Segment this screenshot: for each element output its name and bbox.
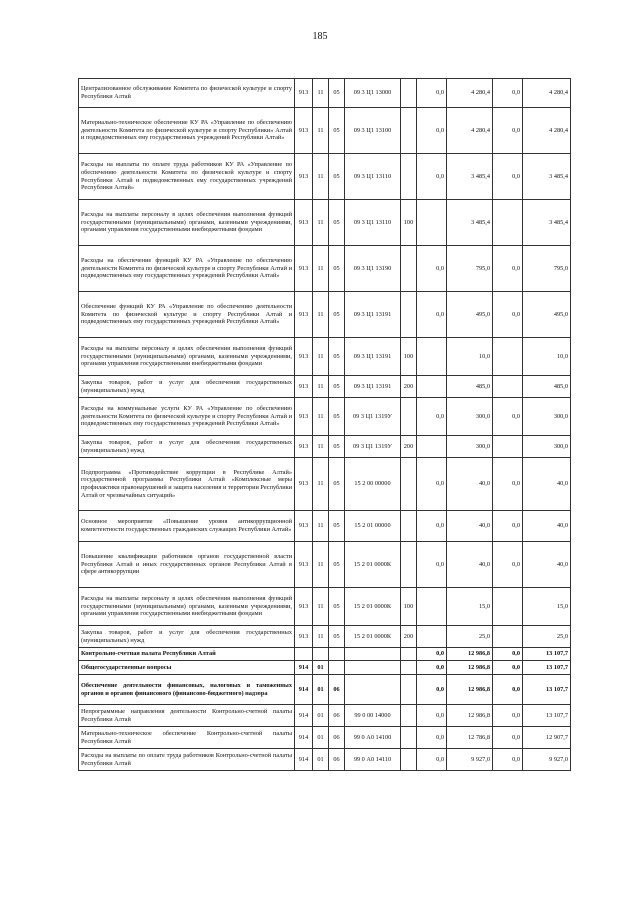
- cell-change-1: 0,0: [417, 648, 447, 661]
- cell-cs: 15 2 01 0000К: [345, 588, 401, 626]
- cell-change-2: [493, 200, 523, 246]
- cell-vr: [401, 108, 417, 154]
- cell-pr: 05: [329, 108, 345, 154]
- cell-amount-2: 13 107,7: [523, 648, 571, 661]
- cell-change-2: 0,0: [493, 648, 523, 661]
- cell-amount-2: 300,0: [523, 436, 571, 458]
- cell-rz: 11: [313, 292, 329, 338]
- cell-vr: [401, 749, 417, 771]
- table-row: [79, 108, 571, 154]
- cell-gr: 913: [295, 398, 313, 436]
- cell-rz: 11: [313, 458, 329, 511]
- cell-amount-2: 40,0: [523, 458, 571, 511]
- cell-change-2: 0,0: [493, 749, 523, 771]
- cell-vr: [401, 79, 417, 108]
- cell-vr: [401, 292, 417, 338]
- page-number: 185: [312, 31, 328, 42]
- cell-amount-2: 13 107,7: [523, 661, 571, 675]
- row-description: Общегосударственные вопросы: [79, 661, 295, 675]
- cell-amount-2: 3 485,4: [523, 154, 571, 200]
- cell-rz: 11: [313, 79, 329, 108]
- table-row: [79, 648, 571, 661]
- cell-cs: 09 3 Ц1 13110: [345, 154, 401, 200]
- table-row: [79, 292, 571, 338]
- cell-amount-1: 300,0: [447, 436, 493, 458]
- cell-gr: 913: [295, 588, 313, 626]
- cell-cs: 99 0 А0 14110: [345, 749, 401, 771]
- cell-pr: 05: [329, 246, 345, 292]
- cell-cs: 09 3 Ц1 13110: [345, 200, 401, 246]
- cell-pr: 06: [329, 705, 345, 727]
- cell-vr: [401, 398, 417, 436]
- cell-cs: [345, 675, 401, 705]
- cell-vr: [401, 154, 417, 200]
- row-description: Закупка товаров, работ и услуг для обеспечения государственных (муниципальных) нужд: [79, 376, 295, 398]
- cell-change-2: 0,0: [493, 705, 523, 727]
- cell-pr: 05: [329, 338, 345, 376]
- cell-cs: [345, 648, 401, 661]
- cell-vr: [401, 727, 417, 749]
- cell-change-2: 0,0: [493, 292, 523, 338]
- cell-amount-2: 13 107,7: [523, 705, 571, 727]
- row-description: Расходы на выплаты по оплате труда работников КУ РА «Управление по обеспечению деятельности Комитета по физической культуре и спорту Республики Алтай и подведомственных ему государственных учреждений Республики Алтай»: [79, 154, 295, 200]
- cell-change-1: [417, 376, 447, 398]
- table-row: [79, 705, 571, 727]
- cell-cs: 09 3 Ц1 13191: [345, 376, 401, 398]
- cell-rz: 11: [313, 108, 329, 154]
- cell-cs: 09 3 Ц1 13191: [345, 292, 401, 338]
- cell-vr: [401, 542, 417, 588]
- cell-amount-2: 300,0: [523, 398, 571, 436]
- cell-amount-2: 10,0: [523, 338, 571, 376]
- cell-pr: [329, 648, 345, 661]
- cell-cs: 15 2 00 00000: [345, 458, 401, 511]
- table-body: [79, 79, 571, 771]
- cell-cs: 15 2 01 0000К: [345, 626, 401, 648]
- row-description: Расходы на выплаты по оплате труда работников Контрольно-счетной палаты Республики Алтай: [79, 749, 295, 771]
- cell-cs: 99 0 00 14000: [345, 705, 401, 727]
- cell-change-1: [417, 626, 447, 648]
- cell-pr: 06: [329, 675, 345, 705]
- cell-amount-1: 4 280,4: [447, 108, 493, 154]
- cell-gr: 913: [295, 200, 313, 246]
- row-description: Закупка товаров, работ и услуг для обеспечения государственных (муниципальных) нужд: [79, 436, 295, 458]
- cell-rz: 11: [313, 246, 329, 292]
- row-description: Повышение квалификации работников органов государственной власти Республики Алтай и иных государственных органов Республики Алтай в сфере антикоррупции: [79, 542, 295, 588]
- row-description: Расходы на выплаты персоналу в целях обеспечения выполнения функций государственными (муниципальными) органами, казенными учреждениями, органами управления государственными внебюджетными фондами: [79, 338, 295, 376]
- cell-change-2: [493, 436, 523, 458]
- cell-cs: 09 3 Ц1 13100: [345, 108, 401, 154]
- cell-change-1: 0,0: [417, 542, 447, 588]
- cell-pr: 05: [329, 398, 345, 436]
- table-row: [79, 542, 571, 588]
- cell-amount-1: 795,0: [447, 246, 493, 292]
- cell-amount-1: 9 927,0: [447, 749, 493, 771]
- cell-cs: 09 3 Ц1 13000: [345, 79, 401, 108]
- cell-change-1: 0,0: [417, 108, 447, 154]
- cell-gr: 913: [295, 246, 313, 292]
- row-description: Материально-техническое обеспечение КУ РА «Управление по обеспечению деятельности Комитета по физической культуре и спорту Республики» Алтай и подведомственных ему государственных учреждений Республики Алтай»: [79, 108, 295, 154]
- row-description: Расходы на коммунальные услуги КУ РА «Управление по обеспечению деятельности Комитета по физической культуре и спорту Республики Алтай и подведомственных ему государственных учреждений Республики Алтай»: [79, 398, 295, 436]
- cell-amount-1: 495,0: [447, 292, 493, 338]
- cell-cs: 09 3 Ц1 1319У: [345, 436, 401, 458]
- cell-amount-1: 485,0: [447, 376, 493, 398]
- table-row: [79, 246, 571, 292]
- cell-rz: 01: [313, 727, 329, 749]
- cell-change-2: 0,0: [493, 542, 523, 588]
- cell-pr: 05: [329, 436, 345, 458]
- row-description: Материально-техническое обеспечение Контрольно-счетной палаты Республики Алтай: [79, 727, 295, 749]
- cell-rz: 11: [313, 398, 329, 436]
- cell-change-1: [417, 338, 447, 376]
- cell-gr: 913: [295, 108, 313, 154]
- cell-vr: [401, 458, 417, 511]
- cell-rz: 11: [313, 338, 329, 376]
- cell-rz: 01: [313, 661, 329, 675]
- cell-amount-2: 4 280,4: [523, 79, 571, 108]
- cell-change-1: [417, 436, 447, 458]
- cell-amount-2: 4 280,4: [523, 108, 571, 154]
- cell-amount-1: 12 986,8: [447, 661, 493, 675]
- cell-change-2: 0,0: [493, 675, 523, 705]
- table-row: [79, 675, 571, 705]
- cell-pr: [329, 661, 345, 675]
- table-row: [79, 79, 571, 108]
- cell-gr: 913: [295, 511, 313, 542]
- cell-gr: 913: [295, 436, 313, 458]
- row-description: Закупка товаров, работ и услуг для обеспечения государственных (муниципальных) нужд: [79, 626, 295, 648]
- cell-amount-1: 40,0: [447, 542, 493, 588]
- cell-amount-1: 10,0: [447, 338, 493, 376]
- cell-amount-1: 4 280,4: [447, 79, 493, 108]
- table-row: [79, 458, 571, 511]
- cell-amount-2: 495,0: [523, 292, 571, 338]
- cell-pr: 05: [329, 154, 345, 200]
- cell-amount-2: 40,0: [523, 542, 571, 588]
- cell-rz: 01: [313, 749, 329, 771]
- cell-gr: 914: [295, 705, 313, 727]
- cell-gr: [295, 648, 313, 661]
- row-description: Контрольно-счетная палата Республики Алтай: [79, 648, 295, 661]
- cell-change-2: 0,0: [493, 79, 523, 108]
- cell-amount-2: 13 107,7: [523, 675, 571, 705]
- cell-pr: 05: [329, 292, 345, 338]
- cell-change-2: 0,0: [493, 458, 523, 511]
- cell-gr: 913: [295, 154, 313, 200]
- cell-rz: 11: [313, 511, 329, 542]
- cell-rz: 11: [313, 626, 329, 648]
- cell-pr: 06: [329, 727, 345, 749]
- cell-amount-1: 12 786,8: [447, 727, 493, 749]
- cell-vr: [401, 705, 417, 727]
- table-row: [79, 588, 571, 626]
- cell-rz: 11: [313, 376, 329, 398]
- table-row: [79, 626, 571, 648]
- cell-amount-2: 25,0: [523, 626, 571, 648]
- cell-change-1: [417, 200, 447, 246]
- table-row: [79, 154, 571, 200]
- row-description: Централизованное обслуживание Комитета по физической культуре и спорту Республики Алтай: [79, 79, 295, 108]
- cell-gr: 913: [295, 376, 313, 398]
- cell-amount-1: 12 986,8: [447, 648, 493, 661]
- cell-vr: 200: [401, 436, 417, 458]
- cell-pr: 05: [329, 200, 345, 246]
- cell-change-1: 0,0: [417, 675, 447, 705]
- row-description: Обеспечение деятельности финансовых, налоговых и таможенных органов и органов финансового (финансово-бюджетного) надзора: [79, 675, 295, 705]
- table-row: [79, 200, 571, 246]
- cell-change-1: 0,0: [417, 727, 447, 749]
- cell-change-1: 0,0: [417, 246, 447, 292]
- cell-vr: 100: [401, 588, 417, 626]
- table-row: [79, 727, 571, 749]
- cell-amount-1: 12 986,8: [447, 705, 493, 727]
- cell-pr: 05: [329, 626, 345, 648]
- cell-amount-2: 9 927,0: [523, 749, 571, 771]
- cell-amount-1: 3 485,4: [447, 200, 493, 246]
- cell-gr: 914: [295, 727, 313, 749]
- cell-pr: 06: [329, 749, 345, 771]
- cell-amount-2: 15,0: [523, 588, 571, 626]
- cell-amount-2: 485,0: [523, 376, 571, 398]
- cell-amount-1: 40,0: [447, 458, 493, 511]
- cell-change-2: [493, 588, 523, 626]
- cell-vr: [401, 675, 417, 705]
- cell-amount-1: 25,0: [447, 626, 493, 648]
- cell-change-1: 0,0: [417, 398, 447, 436]
- cell-rz: 11: [313, 588, 329, 626]
- cell-vr: [401, 648, 417, 661]
- cell-amount-1: 40,0: [447, 511, 493, 542]
- cell-change-2: 0,0: [493, 108, 523, 154]
- cell-vr: 200: [401, 626, 417, 648]
- cell-rz: 11: [313, 542, 329, 588]
- cell-vr: [401, 661, 417, 675]
- cell-amount-1: 3 485,4: [447, 154, 493, 200]
- cell-change-2: [493, 338, 523, 376]
- cell-amount-2: 795,0: [523, 246, 571, 292]
- cell-gr: 913: [295, 338, 313, 376]
- cell-gr: 913: [295, 542, 313, 588]
- cell-change-2: 0,0: [493, 246, 523, 292]
- cell-cs: 15 2 01 00000: [345, 511, 401, 542]
- cell-pr: 05: [329, 79, 345, 108]
- cell-vr: 100: [401, 338, 417, 376]
- cell-pr: 05: [329, 458, 345, 511]
- cell-pr: 05: [329, 542, 345, 588]
- table-row: [79, 338, 571, 376]
- cell-cs: 15 2 01 0000К: [345, 542, 401, 588]
- cell-change-1: 0,0: [417, 154, 447, 200]
- cell-change-2: [493, 626, 523, 648]
- cell-amount-2: 3 485,4: [523, 200, 571, 246]
- cell-rz: 11: [313, 436, 329, 458]
- table-row: [79, 398, 571, 436]
- cell-vr: 200: [401, 376, 417, 398]
- row-description: Расходы на выплаты персоналу в целях обеспечения выполнения функций государственными (муниципальными) органами, казенными учреждениями, органами управления государственными внебюджетными фондами: [79, 200, 295, 246]
- cell-cs: 09 3 Ц1 13190: [345, 246, 401, 292]
- cell-change-1: 0,0: [417, 292, 447, 338]
- row-description: Обеспечение функций КУ РА «Управление по обеспечению деятельности Комитета по физической культуре и спорту Республики Алтай и подведомственных ему государственных учреждений Республики Алтай»: [79, 292, 295, 338]
- table-row: [79, 436, 571, 458]
- table-row: [79, 661, 571, 675]
- budget-table: [78, 78, 571, 771]
- cell-gr: 913: [295, 292, 313, 338]
- cell-gr: 914: [295, 675, 313, 705]
- cell-cs: 09 3 Ц1 13191: [345, 338, 401, 376]
- cell-vr: 100: [401, 200, 417, 246]
- cell-gr: 913: [295, 79, 313, 108]
- cell-change-1: 0,0: [417, 79, 447, 108]
- cell-change-1: 0,0: [417, 511, 447, 542]
- cell-cs: [345, 661, 401, 675]
- cell-change-2: 0,0: [493, 511, 523, 542]
- row-description: Расходы на выплаты персоналу в целях обеспечения выполнения функций государственными (муниципальными) органами, казенными учреждениями, органами управления государственными внебюджетными фондами: [79, 588, 295, 626]
- cell-pr: 05: [329, 376, 345, 398]
- cell-cs: 99 0 А0 14100: [345, 727, 401, 749]
- cell-rz: 01: [313, 705, 329, 727]
- row-description: Непрограммные направления деятельности Контрольно-счетной палаты Республики Алтай: [79, 705, 295, 727]
- row-description: Подпрограмма «Противодействие коррупции в Республике Алтай» государственной программы Республики Алтай «Комплексные меры профилактики правонарушений и защита населения и территории Республики Алтай от чрезвычайных ситуаций»: [79, 458, 295, 511]
- cell-rz: 11: [313, 200, 329, 246]
- cell-change-2: 0,0: [493, 398, 523, 436]
- table-row: [79, 749, 571, 771]
- row-description: Расходы на обеспечение функций КУ РА «Управление по обеспечению деятельности Комитета по физической культуре и спорту Республики Алтай и подведомственных ему государственных учреждений Республики Алтай»: [79, 246, 295, 292]
- cell-change-2: 0,0: [493, 727, 523, 749]
- cell-amount-1: 300,0: [447, 398, 493, 436]
- cell-change-2: 0,0: [493, 154, 523, 200]
- cell-rz: [313, 648, 329, 661]
- cell-amount-1: 15,0: [447, 588, 493, 626]
- cell-change-1: 0,0: [417, 749, 447, 771]
- row-description: Основное мероприятие «Повышение уровня антикоррупционной компетентности государственных гражданских служащих Республики Алтай»: [79, 511, 295, 542]
- cell-vr: [401, 246, 417, 292]
- cell-amount-2: 40,0: [523, 511, 571, 542]
- cell-pr: 05: [329, 588, 345, 626]
- table-row: [79, 376, 571, 398]
- table-row: [79, 511, 571, 542]
- cell-change-1: 0,0: [417, 661, 447, 675]
- cell-pr: 05: [329, 511, 345, 542]
- cell-amount-1: 12 986,8: [447, 675, 493, 705]
- cell-gr: 914: [295, 661, 313, 675]
- cell-cs: 09 3 Ц1 1319У: [345, 398, 401, 436]
- cell-gr: 913: [295, 626, 313, 648]
- cell-change-1: 0,0: [417, 458, 447, 511]
- cell-change-1: [417, 588, 447, 626]
- cell-gr: 913: [295, 458, 313, 511]
- cell-rz: 11: [313, 154, 329, 200]
- cell-rz: 01: [313, 675, 329, 705]
- cell-change-1: 0,0: [417, 705, 447, 727]
- cell-change-2: 0,0: [493, 661, 523, 675]
- cell-vr: [401, 511, 417, 542]
- cell-gr: 914: [295, 749, 313, 771]
- cell-change-2: [493, 376, 523, 398]
- cell-amount-2: 12 907,7: [523, 727, 571, 749]
